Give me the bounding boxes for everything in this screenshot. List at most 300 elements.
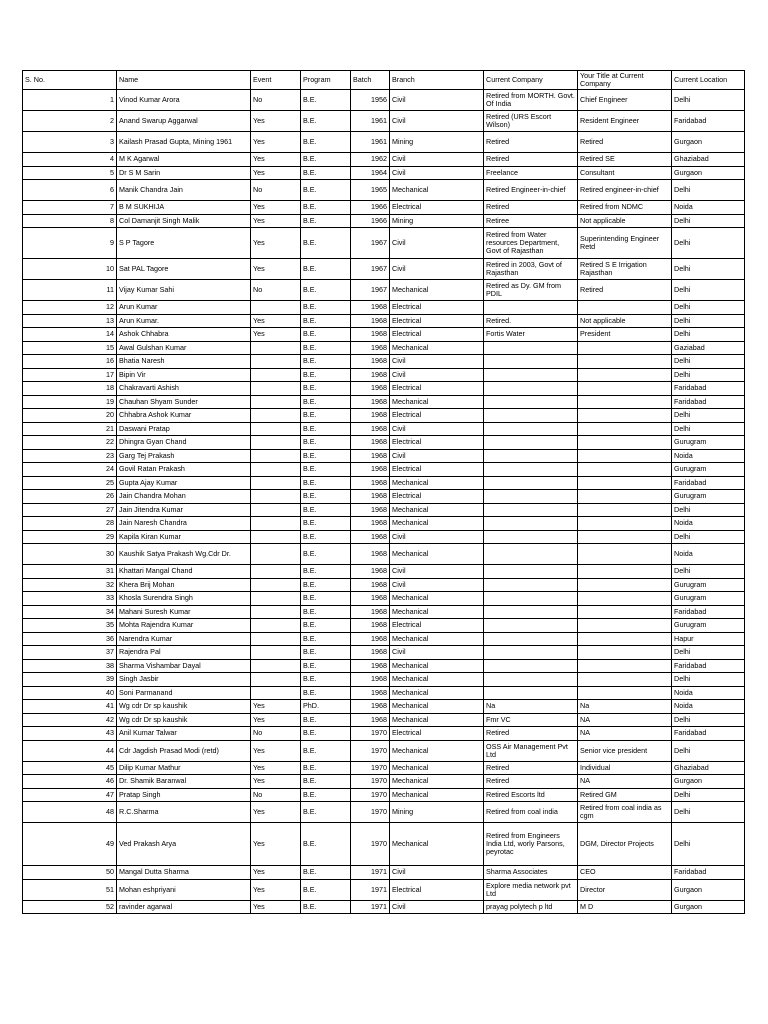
cell-location: Delhi	[672, 368, 745, 382]
cell-title	[578, 476, 672, 490]
cell-event: Yes	[251, 214, 301, 228]
cell-event: Yes	[251, 259, 301, 280]
cell-batch: 1968	[351, 700, 390, 714]
cell-batch: 1970	[351, 823, 390, 866]
table-row	[23, 395, 745, 409]
cell-branch: Mechanical	[390, 544, 484, 565]
cell-program: B.E.	[301, 476, 351, 490]
table-row	[23, 713, 745, 727]
cell-batch: 1968	[351, 686, 390, 700]
cell-company	[484, 544, 578, 565]
cell-sno: 49	[23, 823, 117, 866]
table-row	[23, 761, 745, 775]
cell-program: B.E.	[301, 866, 351, 880]
cell-sno: 34	[23, 605, 117, 619]
cell-event: Yes	[251, 111, 301, 132]
cell-sno: 12	[23, 301, 117, 315]
cell-branch: Mechanical	[390, 517, 484, 531]
cell-location: Delhi	[672, 673, 745, 687]
cell-sno: 26	[23, 490, 117, 504]
cell-branch: Mining	[390, 132, 484, 153]
cell-batch: 1968	[351, 713, 390, 727]
cell-batch: 1961	[351, 111, 390, 132]
cell-title	[578, 382, 672, 396]
cell-name: Mohan eshpriyani	[117, 879, 251, 900]
cell-program: B.E.	[301, 761, 351, 775]
table-row	[23, 328, 745, 342]
cell-name: Cdr Jagdish Prasad Modi (retd)	[117, 740, 251, 761]
cell-sno: 11	[23, 280, 117, 301]
cell-sno: 6	[23, 180, 117, 201]
cell-branch: Civil	[390, 259, 484, 280]
cell-event: No	[251, 90, 301, 111]
table-row	[23, 565, 745, 579]
cell-company	[484, 605, 578, 619]
cell-location: Noida	[672, 544, 745, 565]
cell-sno: 30	[23, 544, 117, 565]
cell-branch: Mechanical	[390, 180, 484, 201]
cell-program: B.E.	[301, 713, 351, 727]
cell-name: Manik Chandra Jain	[117, 180, 251, 201]
cell-branch: Electrical	[390, 436, 484, 450]
header-program: Program	[301, 71, 351, 90]
cell-event: Yes	[251, 866, 301, 880]
cell-name: B M SUKHIJA	[117, 201, 251, 215]
cell-title	[578, 619, 672, 633]
table-row	[23, 201, 745, 215]
cell-program: B.E.	[301, 490, 351, 504]
cell-branch: Civil	[390, 866, 484, 880]
cell-name: Ved Prakash Arya	[117, 823, 251, 866]
cell-title: Senior vice president	[578, 740, 672, 761]
cell-program: B.E.	[301, 673, 351, 687]
cell-program: B.E.	[301, 355, 351, 369]
cell-program: B.E.	[301, 530, 351, 544]
cell-name: Bipin Vir	[117, 368, 251, 382]
cell-event: No	[251, 280, 301, 301]
cell-sno: 42	[23, 713, 117, 727]
cell-branch: Civil	[390, 355, 484, 369]
cell-name: R.C.Sharma	[117, 802, 251, 823]
cell-name: Sat PAL Tagore	[117, 259, 251, 280]
cell-batch: 1968	[351, 341, 390, 355]
header-company: Current Company	[484, 71, 578, 90]
cell-sno: 47	[23, 788, 117, 802]
alumni-table	[22, 70, 745, 914]
table-row	[23, 700, 745, 714]
cell-sno: 38	[23, 659, 117, 673]
cell-sno: 7	[23, 201, 117, 215]
cell-location: Delhi	[672, 214, 745, 228]
cell-name: Chhabra Ashok Kumar	[117, 409, 251, 423]
cell-sno: 22	[23, 436, 117, 450]
cell-branch: Mining	[390, 214, 484, 228]
header-batch: Batch	[351, 71, 390, 90]
cell-location: Delhi	[672, 530, 745, 544]
cell-batch: 1961	[351, 132, 390, 153]
cell-title: President	[578, 328, 672, 342]
cell-branch: Electrical	[390, 619, 484, 633]
cell-batch: 1968	[351, 632, 390, 646]
table-row	[23, 409, 745, 423]
cell-program: B.E.	[301, 314, 351, 328]
cell-program: B.E.	[301, 301, 351, 315]
cell-event: Yes	[251, 713, 301, 727]
cell-title: Retired from coal india as cgm	[578, 802, 672, 823]
cell-location: Noida	[672, 686, 745, 700]
cell-name: Chakravarti Ashish	[117, 382, 251, 396]
cell-program: B.E.	[301, 368, 351, 382]
cell-event	[251, 409, 301, 423]
cell-sno: 16	[23, 355, 117, 369]
cell-branch: Electrical	[390, 382, 484, 396]
cell-branch: Civil	[390, 646, 484, 660]
cell-program: B.E.	[301, 153, 351, 167]
cell-name: Sharma Vishambar Dayal	[117, 659, 251, 673]
cell-batch: 1968	[351, 422, 390, 436]
table-row	[23, 355, 745, 369]
cell-batch: 1967	[351, 259, 390, 280]
cell-name: Narendra Kumar	[117, 632, 251, 646]
cell-branch: Mechanical	[390, 713, 484, 727]
cell-event	[251, 382, 301, 396]
cell-name: Soni Parmanand	[117, 686, 251, 700]
cell-batch: 1965	[351, 180, 390, 201]
cell-batch: 1967	[351, 228, 390, 259]
cell-branch: Mechanical	[390, 395, 484, 409]
table-row	[23, 166, 745, 180]
cell-name: Rajendra Pal	[117, 646, 251, 660]
cell-branch: Mechanical	[390, 605, 484, 619]
cell-location: Gurugram	[672, 619, 745, 633]
cell-name: Garg Tej Prakash	[117, 449, 251, 463]
table-row	[23, 619, 745, 633]
cell-batch: 1968	[351, 646, 390, 660]
cell-branch: Civil	[390, 422, 484, 436]
cell-program: B.E.	[301, 775, 351, 789]
cell-sno: 23	[23, 449, 117, 463]
cell-title: Retired SE	[578, 153, 672, 167]
header-event: Event	[251, 71, 301, 90]
cell-sno: 5	[23, 166, 117, 180]
cell-company	[484, 395, 578, 409]
cell-sno: 32	[23, 578, 117, 592]
cell-name: Kapila Kiran Kumar	[117, 530, 251, 544]
cell-name: Dr S M Sarin	[117, 166, 251, 180]
cell-program: B.E.	[301, 544, 351, 565]
table-row	[23, 517, 745, 531]
cell-program: B.E.	[301, 900, 351, 914]
cell-title: Retired engineer-in-chief	[578, 180, 672, 201]
cell-batch: 1970	[351, 740, 390, 761]
cell-event	[251, 619, 301, 633]
cell-company: Retired	[484, 775, 578, 789]
cell-event	[251, 632, 301, 646]
cell-program: B.E.	[301, 382, 351, 396]
cell-title: Na	[578, 700, 672, 714]
cell-company: Fmr VC	[484, 713, 578, 727]
cell-batch: 1966	[351, 201, 390, 215]
table-row	[23, 788, 745, 802]
cell-location: Delhi	[672, 280, 745, 301]
cell-location: Delhi	[672, 422, 745, 436]
table-row	[23, 132, 745, 153]
cell-location: Gurugram	[672, 463, 745, 477]
cell-company: Freelance	[484, 166, 578, 180]
cell-batch: 1968	[351, 409, 390, 423]
cell-name: Vijay Kumar Sahi	[117, 280, 251, 301]
cell-location: Hapur	[672, 632, 745, 646]
table-row	[23, 646, 745, 660]
cell-location: Delhi	[672, 328, 745, 342]
cell-sno: 35	[23, 619, 117, 633]
cell-branch: Electrical	[390, 314, 484, 328]
cell-branch: Mechanical	[390, 476, 484, 490]
cell-branch: Civil	[390, 166, 484, 180]
cell-program: B.E.	[301, 879, 351, 900]
table-row	[23, 605, 745, 619]
cell-program: B.E.	[301, 463, 351, 477]
cell-batch: 1968	[351, 395, 390, 409]
cell-title: CEO	[578, 866, 672, 880]
cell-event	[251, 368, 301, 382]
header-name: Name	[117, 71, 251, 90]
cell-location: Delhi	[672, 503, 745, 517]
cell-batch: 1968	[351, 530, 390, 544]
cell-batch: 1968	[351, 517, 390, 531]
cell-branch: Civil	[390, 368, 484, 382]
cell-batch: 1968	[351, 544, 390, 565]
cell-name: Khera Brij Mohan	[117, 578, 251, 592]
cell-program: B.E.	[301, 280, 351, 301]
cell-program: B.E.	[301, 788, 351, 802]
cell-sno: 29	[23, 530, 117, 544]
cell-company: Retired in 2003, Govt of Rajasthan	[484, 259, 578, 280]
cell-location: Gurgaon	[672, 775, 745, 789]
cell-batch: 1968	[351, 476, 390, 490]
cell-branch: Electrical	[390, 201, 484, 215]
cell-branch: Civil	[390, 565, 484, 579]
cell-branch: Mechanical	[390, 740, 484, 761]
cell-event	[251, 341, 301, 355]
cell-sno: 37	[23, 646, 117, 660]
cell-event	[251, 436, 301, 450]
cell-title: Consultant	[578, 166, 672, 180]
table-row	[23, 422, 745, 436]
cell-sno: 14	[23, 328, 117, 342]
table-row	[23, 280, 745, 301]
cell-branch: Civil	[390, 153, 484, 167]
cell-sno: 36	[23, 632, 117, 646]
cell-event	[251, 686, 301, 700]
cell-event	[251, 646, 301, 660]
cell-event: Yes	[251, 228, 301, 259]
table-row	[23, 530, 745, 544]
cell-program: B.E.	[301, 166, 351, 180]
cell-event: No	[251, 788, 301, 802]
table-row	[23, 686, 745, 700]
cell-event: Yes	[251, 314, 301, 328]
cell-title: Retired GM	[578, 788, 672, 802]
table-row	[23, 476, 745, 490]
cell-program: B.E.	[301, 802, 351, 823]
cell-location: Delhi	[672, 409, 745, 423]
cell-program: B.E.	[301, 646, 351, 660]
table-row	[23, 463, 745, 477]
cell-program: B.E.	[301, 727, 351, 741]
cell-title: Resident Engineer	[578, 111, 672, 132]
table-row	[23, 632, 745, 646]
cell-program: B.E.	[301, 409, 351, 423]
cell-event: Yes	[251, 823, 301, 866]
cell-sno: 28	[23, 517, 117, 531]
cell-branch: Civil	[390, 578, 484, 592]
cell-title: Retired S E Irrigation Rajasthan	[578, 259, 672, 280]
cell-program: B.E.	[301, 436, 351, 450]
cell-company	[484, 530, 578, 544]
cell-batch: 1968	[351, 355, 390, 369]
table-row	[23, 592, 745, 606]
cell-title	[578, 449, 672, 463]
cell-company: Retired as Dy. GM from PDIL	[484, 280, 578, 301]
cell-event: Yes	[251, 802, 301, 823]
cell-name: Anand Swarup Aggarwal	[117, 111, 251, 132]
cell-location: Noida	[672, 700, 745, 714]
cell-title	[578, 632, 672, 646]
cell-title	[578, 646, 672, 660]
cell-company	[484, 422, 578, 436]
cell-batch: 1968	[351, 578, 390, 592]
cell-company: Retired from Engineers India Ltd, worly Parsons, peyrotac	[484, 823, 578, 866]
cell-title: M D	[578, 900, 672, 914]
cell-program: B.E.	[301, 686, 351, 700]
cell-name: Awal Gulshan Kumar	[117, 341, 251, 355]
cell-title: Retired from NDMC	[578, 201, 672, 215]
cell-batch: 1966	[351, 214, 390, 228]
cell-sno: 44	[23, 740, 117, 761]
cell-batch: 1962	[351, 153, 390, 167]
cell-company	[484, 341, 578, 355]
cell-title: Not applicable	[578, 314, 672, 328]
cell-branch: Mechanical	[390, 686, 484, 700]
table-row	[23, 153, 745, 167]
cell-title: DGM, Director Projects	[578, 823, 672, 866]
cell-branch: Civil	[390, 90, 484, 111]
table-row	[23, 775, 745, 789]
cell-sno: 52	[23, 900, 117, 914]
cell-title	[578, 463, 672, 477]
cell-sno: 27	[23, 503, 117, 517]
cell-event: Yes	[251, 132, 301, 153]
cell-event	[251, 503, 301, 517]
cell-program: B.E.	[301, 632, 351, 646]
cell-event	[251, 565, 301, 579]
cell-sno: 15	[23, 341, 117, 355]
cell-program: B.E.	[301, 659, 351, 673]
cell-name: Kailash Prasad Gupta, Mining 1961	[117, 132, 251, 153]
cell-company: Retired	[484, 153, 578, 167]
cell-event: Yes	[251, 700, 301, 714]
table-row	[23, 90, 745, 111]
header-sno: S. No.	[23, 71, 117, 90]
cell-location: Delhi	[672, 740, 745, 761]
cell-program: B.E.	[301, 341, 351, 355]
cell-company	[484, 301, 578, 315]
cell-program: B.E.	[301, 395, 351, 409]
cell-batch: 1967	[351, 280, 390, 301]
cell-company: Retired	[484, 761, 578, 775]
table-row	[23, 866, 745, 880]
cell-title: NA	[578, 775, 672, 789]
cell-name: Col Damanjit Singh Malik	[117, 214, 251, 228]
cell-event	[251, 395, 301, 409]
cell-name: Dr. Shamik Baranwal	[117, 775, 251, 789]
cell-program: B.E.	[301, 517, 351, 531]
cell-location: Faridabad	[672, 605, 745, 619]
cell-title	[578, 592, 672, 606]
cell-title	[578, 659, 672, 673]
cell-title	[578, 686, 672, 700]
cell-title	[578, 673, 672, 687]
cell-branch: Mechanical	[390, 775, 484, 789]
cell-sno: 8	[23, 214, 117, 228]
cell-name: Mahani Suresh Kumar	[117, 605, 251, 619]
cell-title	[578, 368, 672, 382]
cell-sno: 41	[23, 700, 117, 714]
cell-name: Vinod Kumar Arora	[117, 90, 251, 111]
cell-title	[578, 544, 672, 565]
cell-title	[578, 490, 672, 504]
cell-sno: 31	[23, 565, 117, 579]
cell-program: B.E.	[301, 605, 351, 619]
cell-event: Yes	[251, 328, 301, 342]
cell-event: Yes	[251, 879, 301, 900]
cell-name: Jain Naresh Chandra	[117, 517, 251, 531]
cell-location: Gurgaon	[672, 900, 745, 914]
cell-company: Retired.	[484, 314, 578, 328]
cell-location: Faridabad	[672, 659, 745, 673]
header-row	[23, 71, 745, 90]
table-row	[23, 436, 745, 450]
cell-batch: 1964	[351, 166, 390, 180]
cell-location: Ghaziabad	[672, 153, 745, 167]
cell-location: Delhi	[672, 301, 745, 315]
cell-event	[251, 301, 301, 315]
cell-title: Chief Engineer	[578, 90, 672, 111]
cell-name: Wg cdr Dr sp kaushik	[117, 700, 251, 714]
cell-branch: Mechanical	[390, 503, 484, 517]
cell-program: B.E.	[301, 180, 351, 201]
cell-location: Delhi	[672, 823, 745, 866]
cell-location: Delhi	[672, 314, 745, 328]
cell-location: Delhi	[672, 355, 745, 369]
cell-sno: 43	[23, 727, 117, 741]
table-row	[23, 341, 745, 355]
cell-batch: 1970	[351, 727, 390, 741]
table-body	[23, 90, 745, 914]
table-row	[23, 503, 745, 517]
cell-event	[251, 355, 301, 369]
cell-batch: 1971	[351, 900, 390, 914]
cell-company	[484, 578, 578, 592]
cell-batch: 1968	[351, 605, 390, 619]
cell-event	[251, 422, 301, 436]
table-row	[23, 259, 745, 280]
cell-sno: 39	[23, 673, 117, 687]
cell-batch: 1968	[351, 565, 390, 579]
cell-event: Yes	[251, 775, 301, 789]
cell-batch: 1968	[351, 673, 390, 687]
